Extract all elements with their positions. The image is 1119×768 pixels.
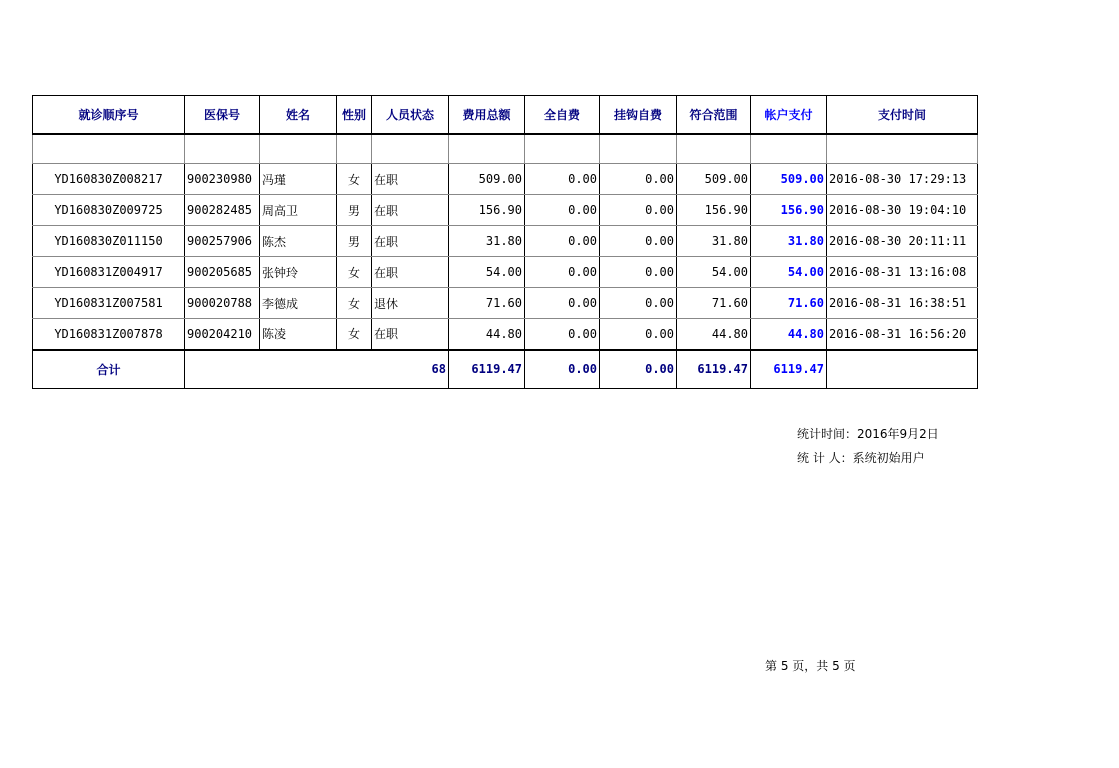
report-table	[32, 95, 978, 389]
gender-cell: 女	[337, 257, 372, 288]
visit-no-cell: YD160831Z004917	[33, 257, 185, 288]
total-fee-total: 6119.47	[449, 350, 525, 389]
self-pay-cell: 0.00	[525, 288, 600, 319]
hook-pay-cell: 0.00	[600, 288, 677, 319]
account-pay-cell: 44.80	[751, 319, 827, 350]
in-scope-cell: 156.90	[677, 195, 751, 226]
name-cell: 李德成	[260, 288, 337, 319]
total-account-pay: 6119.47	[751, 350, 827, 389]
visit-no-cell: YD160830Z011150	[33, 226, 185, 257]
total-empty-cell	[827, 350, 978, 389]
fee-total-cell: 31.80	[449, 226, 525, 257]
insurance-no-cell: 900282485	[185, 195, 260, 226]
total-in-scope: 6119.47	[677, 350, 751, 389]
total-row	[33, 350, 978, 389]
status-cell: 在职	[372, 164, 449, 195]
insurance-no-cell: 900257906	[185, 226, 260, 257]
pay-time-cell: 2016-08-30 20:11:11	[827, 226, 978, 257]
account-pay-cell: 54.00	[751, 257, 827, 288]
table-row	[33, 319, 978, 350]
col-header-self-pay: 全自费	[525, 96, 600, 134]
account-pay-cell: 509.00	[751, 164, 827, 195]
table-row	[33, 257, 978, 288]
in-scope-cell: 31.80	[677, 226, 751, 257]
status-cell: 在职	[372, 319, 449, 350]
name-cell: 张钟玲	[260, 257, 337, 288]
account-pay-cell: 156.90	[751, 195, 827, 226]
col-header-account-pay: 帐户支付	[751, 96, 827, 134]
hook-pay-cell: 0.00	[600, 195, 677, 226]
self-pay-cell: 0.00	[525, 257, 600, 288]
name-cell: 陈杰	[260, 226, 337, 257]
gender-cell: 男	[337, 195, 372, 226]
col-header-gender: 性别	[337, 96, 372, 134]
fee-total-cell: 71.60	[449, 288, 525, 319]
total-hook-pay: 0.00	[600, 350, 677, 389]
self-pay-cell: 0.00	[525, 226, 600, 257]
table-row	[33, 195, 978, 226]
table-row	[33, 288, 978, 319]
stat-time: 统计时间：2016年9月2日	[797, 427, 939, 441]
page-number: 第 5 页，共 5 页	[765, 659, 856, 673]
self-pay-cell: 0.00	[525, 319, 600, 350]
col-header-in-scope: 符合范围	[677, 96, 751, 134]
hook-pay-cell: 0.00	[600, 164, 677, 195]
status-cell: 在职	[372, 195, 449, 226]
hook-pay-cell: 0.00	[600, 226, 677, 257]
stat-person: 统 计 人：系统初始用户	[797, 451, 925, 465]
status-cell: 退休	[372, 288, 449, 319]
pay-time-cell: 2016-08-30 19:04:10	[827, 195, 978, 226]
visit-no-cell: YD160831Z007878	[33, 319, 185, 350]
gender-cell: 女	[337, 288, 372, 319]
in-scope-cell: 54.00	[677, 257, 751, 288]
status-cell: 在职	[372, 226, 449, 257]
gender-cell: 女	[337, 319, 372, 350]
total-self-pay: 0.00	[525, 350, 600, 389]
hook-pay-cell: 0.00	[600, 257, 677, 288]
col-header-hook-pay: 挂钩自费	[600, 96, 677, 134]
in-scope-cell: 509.00	[677, 164, 751, 195]
col-header-fee-total: 费用总额	[449, 96, 525, 134]
gender-cell: 男	[337, 226, 372, 257]
in-scope-cell: 44.80	[677, 319, 751, 350]
header-row	[33, 96, 978, 134]
pay-time-cell: 2016-08-31 13:16:08	[827, 257, 978, 288]
insurance-no-cell: 900230980	[185, 164, 260, 195]
hook-pay-cell: 0.00	[600, 319, 677, 350]
pay-time-cell: 2016-08-30 17:29:13	[827, 164, 978, 195]
col-header-visit-no: 就诊顺序号	[33, 96, 185, 134]
name-cell: 陈凌	[260, 319, 337, 350]
fee-total-cell: 156.90	[449, 195, 525, 226]
col-header-insurance-no: 医保号	[185, 96, 260, 134]
account-pay-cell: 71.60	[751, 288, 827, 319]
visit-no-cell: YD160831Z007581	[33, 288, 185, 319]
insurance-no-cell: 900204210	[185, 319, 260, 350]
table-row	[33, 226, 978, 257]
total-count: 68	[185, 350, 449, 389]
pay-time-cell: 2016-08-31 16:38:51	[827, 288, 978, 319]
insurance-no-cell: 900205685	[185, 257, 260, 288]
col-header-pay-time: 支付时间	[827, 96, 978, 134]
self-pay-cell: 0.00	[525, 164, 600, 195]
account-pay-cell: 31.80	[751, 226, 827, 257]
pay-time-cell: 2016-08-31 16:56:20	[827, 319, 978, 350]
blank-row	[33, 134, 978, 164]
name-cell: 冯瑾	[260, 164, 337, 195]
in-scope-cell: 71.60	[677, 288, 751, 319]
fee-total-cell: 54.00	[449, 257, 525, 288]
name-cell: 周高卫	[260, 195, 337, 226]
status-cell: 在职	[372, 257, 449, 288]
fee-total-cell: 44.80	[449, 319, 525, 350]
col-header-name: 姓名	[260, 96, 337, 134]
col-header-status: 人员状态	[372, 96, 449, 134]
fee-total-cell: 509.00	[449, 164, 525, 195]
self-pay-cell: 0.00	[525, 195, 600, 226]
total-label: 合计	[33, 350, 185, 389]
gender-cell: 女	[337, 164, 372, 195]
table-row	[33, 164, 978, 195]
visit-no-cell: YD160830Z008217	[33, 164, 185, 195]
visit-no-cell: YD160830Z009725	[33, 195, 185, 226]
insurance-no-cell: 900020788	[185, 288, 260, 319]
